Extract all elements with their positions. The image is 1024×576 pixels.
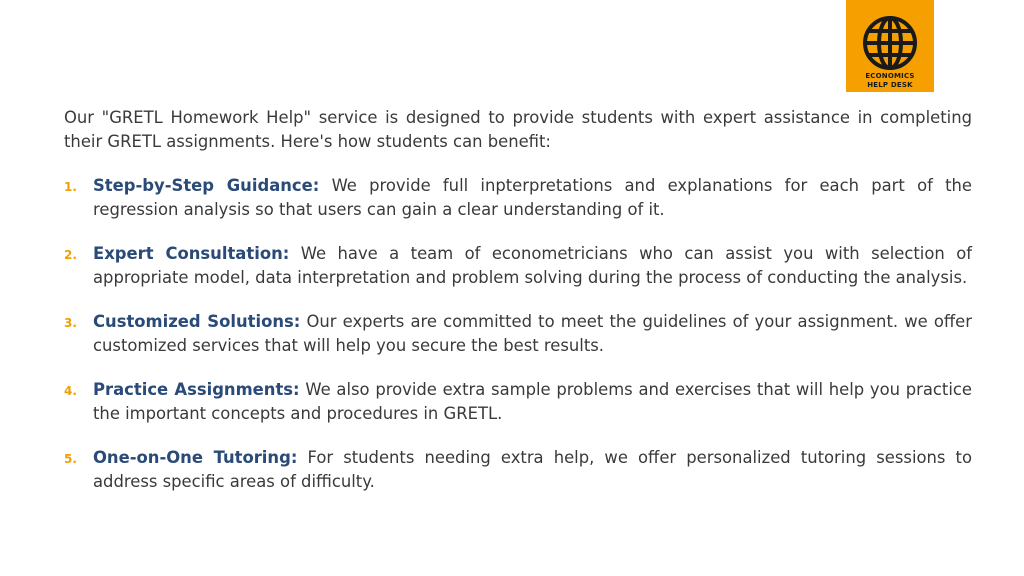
item-text: We provide full inpterpretations and explanations for each part of the regression analysis so that users can gain a clear understanding of it. [93, 176, 972, 219]
list-item [64, 174, 972, 222]
list-number: 3. [64, 316, 77, 330]
list-item [64, 378, 972, 426]
item-heading: Step-by-Step Guidance: [93, 176, 320, 195]
intro-paragraph: Our "GRETL Homework Help" service is designed to provide students with expert assistance in completing their GRETL assignments. Here's how students can benefit: [64, 108, 972, 151]
list-number: 1. [64, 180, 77, 194]
logo-text-line-2: HELP DESK [867, 81, 913, 89]
list-item [64, 242, 972, 290]
list-item [64, 446, 972, 494]
item-text: We have a team of econometricians who can assist you with selection of appropriate model, data interpretation and problem solving during the process of conducting the analysis. [93, 244, 973, 287]
list-number: 4. [64, 384, 77, 398]
item-heading: One-on-One Tutoring: [93, 448, 298, 467]
item-text: We also provide extra sample problems and exercises that will help you practice the important concepts and procedures in GRETL. [93, 380, 973, 423]
item-text: Our experts are committed to meet the guidelines of your assignment. we offer customized services that will help you secure the best results. [93, 312, 973, 355]
item-heading: Practice Assignments: [93, 380, 300, 399]
item-text: For students needing extra help, we offer personalized tutoring sessions to address specific areas of difficulty. [93, 448, 973, 491]
list-number: 5. [64, 452, 77, 466]
item-heading: Expert Consultation: [93, 244, 290, 263]
benefits-list [64, 174, 972, 494]
logo-text-line-1: ECONOMICS [865, 72, 915, 80]
item-heading: Customized Solutions: [93, 312, 301, 331]
economics-help-desk-logo [846, 0, 934, 92]
list-item [64, 310, 972, 358]
list-number: 2. [64, 248, 77, 262]
globe-icon [861, 14, 919, 72]
